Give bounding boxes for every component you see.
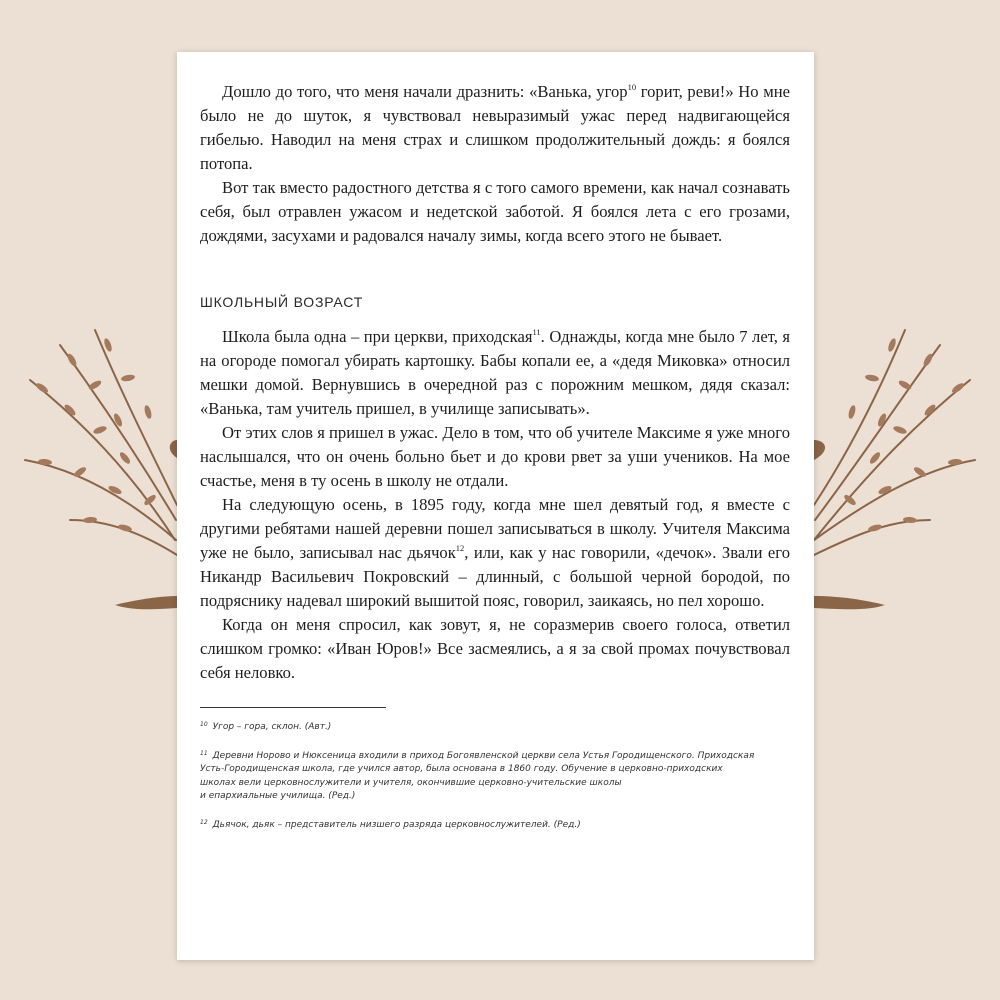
footnote bbox=[200, 718, 790, 735]
paragraph bbox=[200, 80, 790, 176]
paragraph-text: горит, реви!» Но мне было не до шуток, я чувствовал невыразимый ужас перед надвигающейся гибелью. Наводил на меня страх и слишком продолжительный дождь: я боялся потопа. bbox=[200, 82, 791, 173]
paragraph-text: Школа была одна – при церкви, приходская bbox=[222, 327, 533, 346]
paragraph bbox=[200, 421, 790, 493]
paragraph bbox=[200, 176, 790, 248]
paragraph-text: На следующую осень, в 1895 году, когда мне шел девятый год, я вместе с другими ребятами нашей деревни пошел записываться в школу. Учителя Максима уже не было, записывал нас дьячок bbox=[200, 495, 790, 562]
intro-text bbox=[200, 80, 790, 248]
footnote-reference: 10 bbox=[627, 82, 637, 92]
footnote-mark: 12 bbox=[200, 818, 208, 826]
right-willow-branch-icon bbox=[814, 330, 975, 609]
paragraph-text: Когда он меня спросил, как зовут, я, не соразмерив своего голоса, ответил слишком громко: «Иван Юров!» Все засмеялись, а я за свой промах почувствовал себя неловко. bbox=[200, 615, 790, 682]
book-page bbox=[177, 52, 814, 960]
footnote-mark: 10 bbox=[200, 721, 208, 728]
paragraph-text: Вот так вместо радостного детства я с того самого времени, как начал сознавать себя, был отравлен ужасом и недетской заботой. Я боялся лета с его грозами, дождями, засухами и радовался началу зимы, когда всего этого не бывает. bbox=[200, 178, 790, 245]
section-heading: ШКОЛЬНЫЙ ВОЗРАСТ bbox=[200, 294, 364, 310]
paragraph bbox=[200, 325, 790, 421]
footnote-divider bbox=[200, 707, 386, 708]
footnote-text: Дьячок, дьяк – представитель низшего разряда церковнослужителей. (Ред.) bbox=[212, 819, 581, 830]
footnote-text: Угор – гора, склон. (Авт.) bbox=[212, 722, 332, 732]
footnote-reference: 11 bbox=[532, 327, 541, 337]
footnote-text: Деревни Норово и Нюксеница входили в приход Богоявленской церкви села Устья Городищенского. Приходская Усть-Городищенская школа, где учился автор, была основана в 1860 году. Обучение в церковно-приходских школах вели церковнослужители и учителя, окончившие церковно-учительские школы и епархиальные училища. (Ред.) bbox=[200, 750, 755, 801]
paragraph bbox=[200, 613, 790, 685]
footnote-reference: 12 bbox=[455, 543, 465, 553]
paragraph bbox=[200, 493, 790, 613]
paragraph-text: От этих слов я пришел в ужас. Дело в том, что об учителе Максиме я уже много наслышался, что он очень больно бьет и до крови рвет за уши учеников. На мое счастье, меня в ту осень в школу не отдали. bbox=[200, 423, 790, 490]
footnote-mark: 11 bbox=[200, 749, 208, 757]
paragraph-text: , или, как у нас говорили, «дечок». Звали его Никандр Васильевич Покровский – длинный, с большой черной бородой, по подряснику надевал широкий вышитой пояс, говорил, заикаясь, но пел хорошо. bbox=[200, 543, 790, 610]
footnote bbox=[200, 747, 790, 804]
footnote bbox=[200, 816, 790, 833]
left-willow-branch-icon bbox=[25, 330, 177, 609]
paragraph-text: . Однажды, когда мне было 7 лет, я на огороде помогал убирать картошку. Бабы копали ее, а «дедя Миковка» относил мешки домой. Вернувшись в очередной раз с порожним мешком, дядя сказал: «Ванька, там учитель пришел, в училище записывать». bbox=[200, 327, 791, 418]
section-text bbox=[200, 325, 790, 685]
footnotes bbox=[200, 718, 790, 832]
paragraph-text: Дошло до того, что меня начали дразнить: «Ванька, угор bbox=[222, 82, 628, 101]
